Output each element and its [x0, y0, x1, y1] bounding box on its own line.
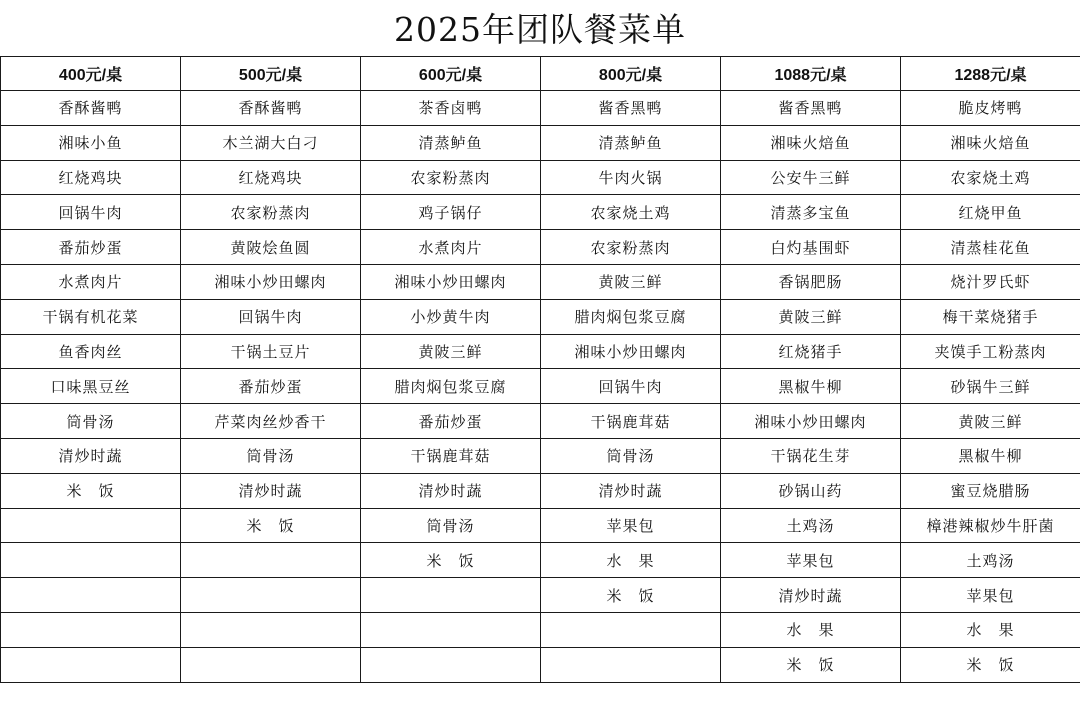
dish-cell: 黄陂三鲜: [541, 264, 721, 299]
dish-cell: 香锅肥肠: [721, 264, 901, 299]
dish-cell: 牛肉火锅: [541, 160, 721, 195]
empty-cell: [361, 612, 541, 647]
empty-cell: [181, 578, 361, 613]
dish-cell: 水 果: [541, 543, 721, 578]
empty-cell: [361, 578, 541, 613]
dish-cell: 脆皮烤鸭: [901, 91, 1080, 126]
dish-cell: 米 饭: [901, 647, 1080, 682]
dish-cell: 干锅花生芽: [721, 438, 901, 473]
dish-cell: 湘味小炒田螺肉: [181, 264, 361, 299]
dish-cell: 湘味小炒田螺肉: [361, 264, 541, 299]
dish-cell: 米 饭: [721, 647, 901, 682]
dish-cell: 黄陂烩鱼圆: [181, 230, 361, 265]
dish-cell: 番茄炒蛋: [361, 404, 541, 439]
dish-cell: 茶香卤鸭: [361, 91, 541, 126]
dish-cell: 苹果包: [901, 578, 1080, 613]
dish-cell: 蜜豆烧腊肠: [901, 473, 1080, 508]
dish-cell: 酱香黑鸭: [541, 91, 721, 126]
dish-row: [1, 404, 1080, 439]
dish-cell: 香酥酱鸭: [1, 91, 181, 126]
dish-cell: 水 果: [721, 612, 901, 647]
dish-row: [1, 647, 1080, 682]
dish-cell: 鱼香肉丝: [1, 334, 181, 369]
dish-cell: 筒骨汤: [1, 404, 181, 439]
dish-row: [1, 334, 1080, 369]
dish-cell: 回锅牛肉: [181, 299, 361, 334]
dish-cell: 黑椒牛柳: [721, 369, 901, 404]
dish-row: [1, 299, 1080, 334]
price-header: 600元/桌: [361, 57, 541, 91]
dish-cell: 清蒸多宝鱼: [721, 195, 901, 230]
menu-table: [0, 56, 1080, 683]
dish-cell: 酱香黑鸭: [721, 91, 901, 126]
dish-cell: 梅干菜烧猪手: [901, 299, 1080, 334]
dish-row: [1, 612, 1080, 647]
dish-row: [1, 369, 1080, 404]
dish-cell: 筒骨汤: [361, 508, 541, 543]
price-header: 800元/桌: [541, 57, 721, 91]
dish-cell: 清炒时蔬: [181, 473, 361, 508]
dish-cell: 白灼基围虾: [721, 230, 901, 265]
dish-cell: 米 饭: [1, 473, 181, 508]
dish-cell: 苹果包: [541, 508, 721, 543]
dish-row: [1, 160, 1080, 195]
menu-title: 2025年团队餐菜单: [394, 10, 686, 49]
dish-row: [1, 508, 1080, 543]
dish-cell: 清炒时蔬: [361, 473, 541, 508]
dish-row: [1, 473, 1080, 508]
empty-cell: [361, 647, 541, 682]
dish-cell: 水煮肉片: [361, 230, 541, 265]
dish-cell: 干锅鹿茸菇: [541, 404, 721, 439]
dish-cell: 红烧鸡块: [181, 160, 361, 195]
dish-cell: 农家烧土鸡: [541, 195, 721, 230]
dish-cell: 红烧猪手: [721, 334, 901, 369]
dish-cell: 米 饭: [541, 578, 721, 613]
dish-cell: 腊肉焖包浆豆腐: [541, 299, 721, 334]
dish-cell: 夹馍手工粉蒸肉: [901, 334, 1080, 369]
dish-cell: 湘味小炒田螺肉: [721, 404, 901, 439]
empty-cell: [541, 647, 721, 682]
dish-cell: 米 饭: [361, 543, 541, 578]
dish-row: [1, 438, 1080, 473]
dish-cell: 番茄炒蛋: [181, 369, 361, 404]
dish-cell: 清炒时蔬: [721, 578, 901, 613]
dish-cell: 清蒸桂花鱼: [901, 230, 1080, 265]
dish-cell: 土鸡汤: [721, 508, 901, 543]
empty-cell: [1, 508, 181, 543]
dish-cell: 黑椒牛柳: [901, 438, 1080, 473]
dish-cell: 土鸡汤: [901, 543, 1080, 578]
dish-cell: 砂锅牛三鲜: [901, 369, 1080, 404]
dish-row: [1, 91, 1080, 126]
price-header: 400元/桌: [1, 57, 181, 91]
dish-cell: 米 饭: [181, 508, 361, 543]
dish-cell: 黄陂三鲜: [901, 404, 1080, 439]
dish-cell: 农家粉蒸肉: [541, 230, 721, 265]
dish-cell: 筒骨汤: [541, 438, 721, 473]
dish-cell: 番茄炒蛋: [1, 230, 181, 265]
dish-cell: 干锅土豆片: [181, 334, 361, 369]
dish-cell: 香酥酱鸭: [181, 91, 361, 126]
dish-cell: 木兰湖大白刁: [181, 125, 361, 160]
dish-cell: 湘味小炒田螺肉: [541, 334, 721, 369]
dish-row: [1, 195, 1080, 230]
dish-cell: 清炒时蔬: [541, 473, 721, 508]
dish-cell: 烧汁罗氏虾: [901, 264, 1080, 299]
dish-cell: 清蒸鲈鱼: [541, 125, 721, 160]
empty-cell: [181, 543, 361, 578]
dish-row: [1, 543, 1080, 578]
empty-cell: [1, 578, 181, 613]
dish-cell: 回锅牛肉: [1, 195, 181, 230]
dish-cell: 苹果包: [721, 543, 901, 578]
dish-cell: 干锅鹿茸菇: [361, 438, 541, 473]
dish-cell: 回锅牛肉: [541, 369, 721, 404]
dish-row: [1, 125, 1080, 160]
dish-row: [1, 578, 1080, 613]
empty-cell: [1, 647, 181, 682]
empty-cell: [1, 612, 181, 647]
dish-cell: 砂锅山药: [721, 473, 901, 508]
dish-cell: 农家烧土鸡: [901, 160, 1080, 195]
dish-cell: 樟港辣椒炒牛肝菌: [901, 508, 1080, 543]
price-header: 500元/桌: [181, 57, 361, 91]
empty-cell: [541, 612, 721, 647]
empty-cell: [1, 543, 181, 578]
dish-cell: 小炒黄牛肉: [361, 299, 541, 334]
empty-cell: [181, 612, 361, 647]
dish-row: [1, 264, 1080, 299]
dish-cell: 清蒸鲈鱼: [361, 125, 541, 160]
dish-row: [1, 230, 1080, 265]
menu-body: [1, 91, 1080, 683]
dish-cell: 鸡子锅仔: [361, 195, 541, 230]
price-header: 1288元/桌: [901, 57, 1080, 91]
dish-cell: 湘味小鱼: [1, 125, 181, 160]
dish-cell: 干锅有机花菜: [1, 299, 181, 334]
dish-cell: 湘味火焙鱼: [721, 125, 901, 160]
price-header: 1088元/桌: [721, 57, 901, 91]
dish-cell: 水煮肉片: [1, 264, 181, 299]
dish-cell: 清炒时蔬: [1, 438, 181, 473]
dish-cell: 黄陂三鲜: [721, 299, 901, 334]
price-header-row: [1, 57, 1080, 91]
dish-cell: 筒骨汤: [181, 438, 361, 473]
dish-cell: 湘味火焙鱼: [901, 125, 1080, 160]
dish-cell: 农家粉蒸肉: [181, 195, 361, 230]
dish-cell: 红烧甲鱼: [901, 195, 1080, 230]
dish-cell: 芹菜肉丝炒香干: [181, 404, 361, 439]
dish-cell: 黄陂三鲜: [361, 334, 541, 369]
dish-cell: 水 果: [901, 612, 1080, 647]
empty-cell: [181, 647, 361, 682]
dish-cell: 农家粉蒸肉: [361, 160, 541, 195]
dish-cell: 公安牛三鲜: [721, 160, 901, 195]
dish-cell: 腊肉焖包浆豆腐: [361, 369, 541, 404]
dish-cell: 红烧鸡块: [1, 160, 181, 195]
dish-cell: 口味黑豆丝: [1, 369, 181, 404]
